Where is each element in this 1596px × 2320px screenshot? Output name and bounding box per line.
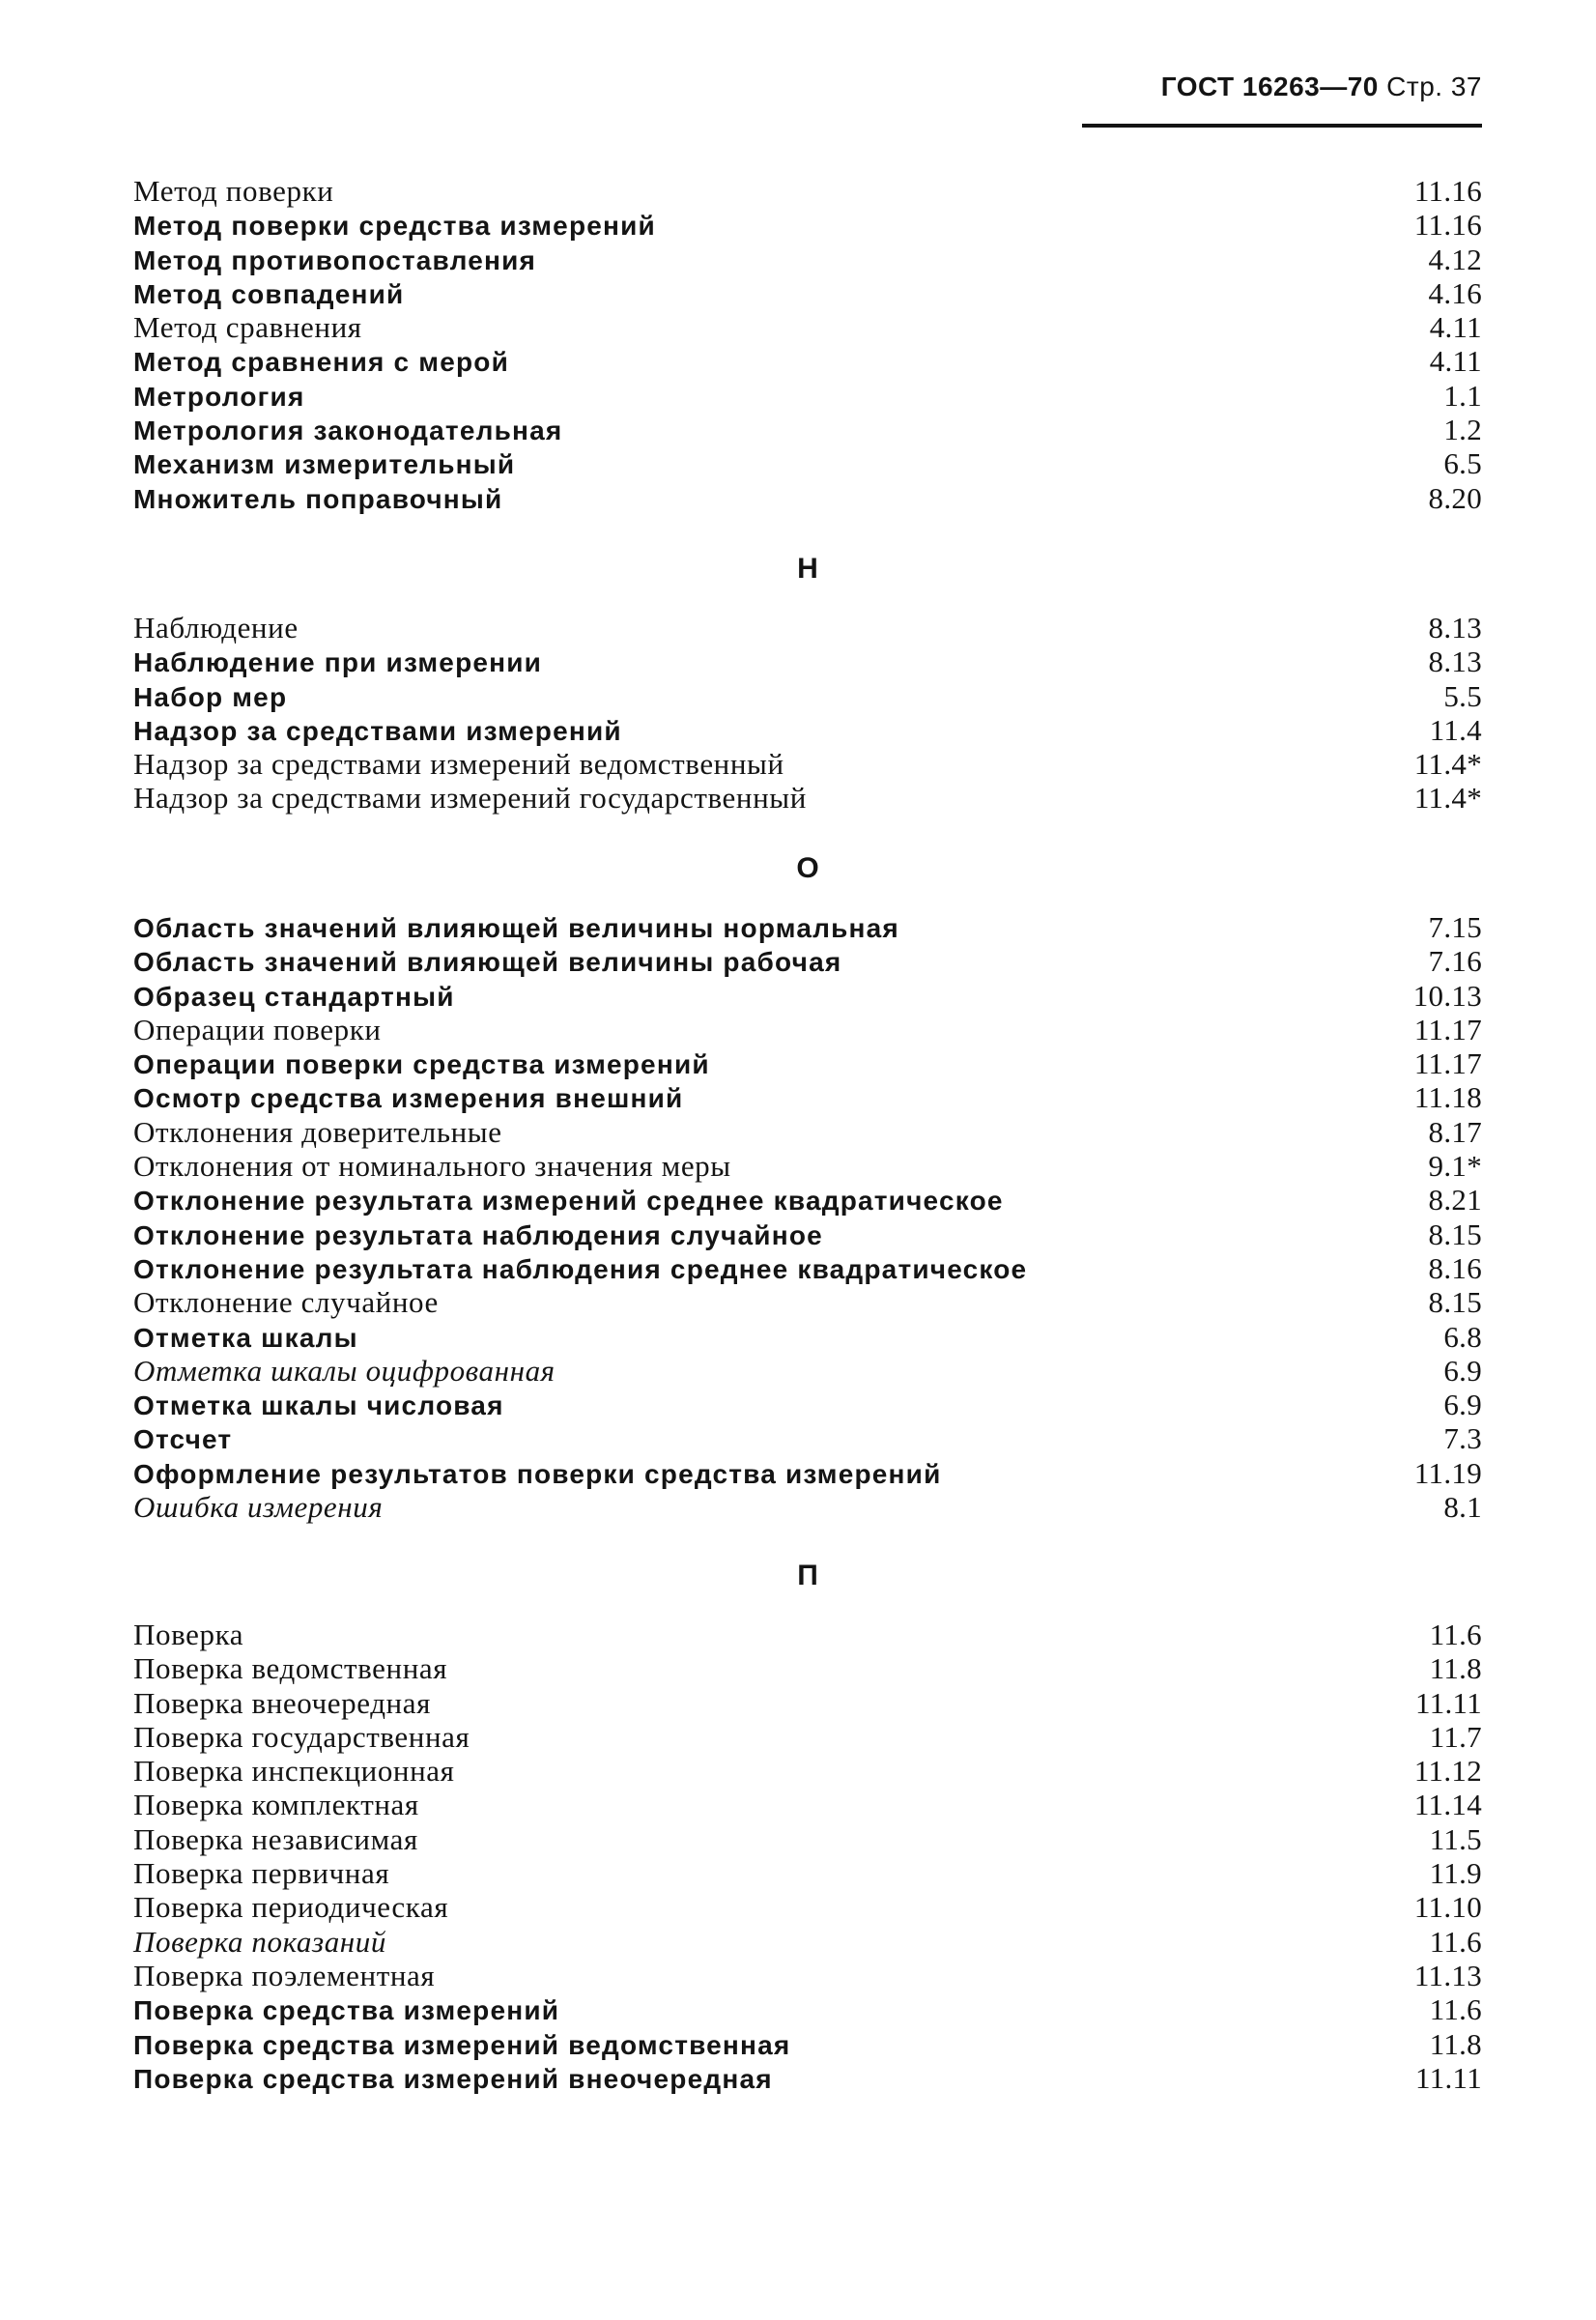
index-reference: 11.4 [1429, 712, 1482, 747]
index-entry [133, 446, 1482, 480]
index-entry [133, 713, 1482, 747]
index-entry [133, 1651, 1482, 1685]
index-reference: 8.21 [1428, 1183, 1482, 1217]
index-entry [133, 1080, 1482, 1114]
page-header [1082, 72, 1482, 128]
index-reference: 11.17 [1413, 1012, 1482, 1046]
index-entry [133, 1618, 1482, 1651]
index-reference: 11.6 [1429, 1992, 1482, 2027]
index-term: Надзор за средствами измерений [133, 715, 622, 746]
index-term: Отклонение результата наблюдения случайное [133, 1219, 823, 1250]
index-entry [133, 1890, 1482, 1924]
index-term: Метод поверки средства измерений [133, 211, 656, 242]
index-term: Метод противопоставления [133, 244, 537, 275]
index-entry [133, 379, 1482, 413]
index-entry [133, 1320, 1482, 1354]
index-entry [133, 781, 1482, 815]
index-entry [133, 1856, 1482, 1890]
index-entry [133, 1754, 1482, 1788]
index-entry [133, 1686, 1482, 1720]
index-reference: 11.14 [1413, 1788, 1482, 1822]
index-reference: 5.5 [1443, 678, 1482, 713]
index-entry [133, 413, 1482, 446]
index-reference: 8.16 [1428, 1250, 1482, 1285]
index-reference: 11.16 [1413, 208, 1482, 243]
index-reference: 6.9 [1443, 1388, 1482, 1422]
index-entry [133, 1046, 1482, 1080]
index-entry [133, 1421, 1482, 1455]
index-reference: 11.4* [1413, 747, 1482, 782]
index-entry [133, 1285, 1482, 1319]
index-reference: 11.11 [1415, 1685, 1482, 1720]
index-entry [133, 1925, 1482, 1959]
index-reference: 1.2 [1443, 413, 1482, 447]
index-reference: 8.13 [1428, 644, 1482, 679]
index-term: Надзор за средствами измерений государственный [133, 781, 807, 816]
index-term: Метод поверки [133, 174, 334, 208]
index-term: Механизм измерительный [133, 449, 516, 480]
index-term: Метрология [133, 381, 305, 412]
index-term: Поверка средства измерений ведомственная [133, 2029, 791, 2060]
index-entry [133, 1788, 1482, 1821]
index-reference: 8.15 [1428, 1217, 1482, 1251]
index-reference: 11.11 [1415, 2060, 1482, 2095]
index-reference: 1.1 [1443, 378, 1482, 413]
index-term: Отклонение результата наблюдения среднее квадратическое [133, 1253, 1028, 1284]
index-term: Отклонения от номинального значения меры [133, 1149, 731, 1184]
index-reference: 11.18 [1413, 1080, 1482, 1115]
index-term: Поверка периодическая [133, 1890, 449, 1925]
index-reference: 8.1 [1443, 1490, 1482, 1525]
index-reference: 11.4* [1413, 781, 1482, 816]
index-section-p [133, 1618, 1482, 2095]
index-term: Операции поверки [133, 1012, 382, 1046]
index-entry [133, 310, 1482, 344]
index-entry [133, 944, 1482, 978]
index-reference: 7.3 [1443, 1421, 1482, 1456]
index-term: Метрология законодательная [133, 415, 563, 446]
index-reference: 11.5 [1429, 1821, 1482, 1856]
index-section-n [133, 611, 1482, 816]
index-reference: 6.9 [1443, 1353, 1482, 1388]
index-reference: 8.15 [1428, 1285, 1482, 1320]
section-letter-p: П [797, 1560, 818, 1591]
index-term: Отклонение случайное [133, 1285, 439, 1320]
index-term: Отметка шкалы [133, 1322, 358, 1353]
index-reference: 11.9 [1429, 1856, 1482, 1891]
index-term: Область значений влияющей величины рабочая [133, 947, 842, 978]
index-entry [133, 1992, 1482, 2026]
index-reference: 4.11 [1429, 344, 1482, 379]
index-term: Надзор за средствами измерений ведомственный [133, 747, 784, 782]
index-term: Образец стандартный [133, 981, 455, 1012]
index-reference: 6.5 [1443, 446, 1482, 481]
index-term: Оформление результатов поверки средства измерений [133, 1458, 942, 1489]
index-entry [133, 1217, 1482, 1251]
index-term: Отметка шкалы числовая [133, 1390, 504, 1421]
index-reference: 8.13 [1428, 611, 1482, 644]
index-term: Поверка инспекционная [133, 1754, 455, 1789]
index-term: Поверка независимая [133, 1821, 418, 1856]
index-section-o [133, 910, 1482, 1524]
index-entry [133, 1149, 1482, 1183]
index-term: Поверка показаний [133, 1924, 386, 1959]
index-entry [133, 208, 1482, 242]
index-entry [133, 1490, 1482, 1524]
index-entry [133, 1354, 1482, 1388]
index-entry [133, 1115, 1482, 1149]
index-term: Наблюдение при измерении [133, 647, 543, 678]
index-term: Поверка первичная [133, 1856, 390, 1891]
index-reference: 11.7 [1429, 1719, 1482, 1754]
index-entry [133, 2061, 1482, 2095]
index-term: Поверка ведомственная [133, 1651, 448, 1686]
standard-number: ГОСТ 16263—70 [1160, 72, 1379, 101]
index-entry [133, 1456, 1482, 1490]
index-entry [133, 910, 1482, 944]
index-section-m [133, 174, 1482, 515]
index-term: Поверка внеочередная [133, 1685, 431, 1720]
index-reference: 9.1* [1428, 1149, 1482, 1184]
index-reference: 7.15 [1428, 910, 1482, 944]
index-term: Метод совпадений [133, 278, 405, 309]
index-term: Осмотр средства измерения внешний [133, 1083, 684, 1114]
index-entry [133, 644, 1482, 678]
index-entry [133, 1822, 1482, 1856]
index-entry [133, 174, 1482, 208]
index-term: Поверка [133, 1618, 244, 1651]
index-entry [133, 1388, 1482, 1421]
index-term: Набор мер [133, 681, 288, 712]
index-reference: 10.13 [1412, 978, 1482, 1013]
index-term: Отметка шкалы оцифрованная [133, 1353, 556, 1388]
index-term: Операции поверки средства измерений [133, 1049, 710, 1080]
index-reference: 11.8 [1429, 2026, 1482, 2061]
index-reference: 11.10 [1413, 1890, 1482, 1925]
index-term: Метод сравнения [133, 310, 362, 345]
index-term: Поверка комплектная [133, 1788, 419, 1822]
index-term: Отклонения доверительные [133, 1114, 502, 1149]
index-term: Поверка средства измерений [133, 1995, 560, 2026]
index-term: Область значений влияющей величины нормальная [133, 913, 899, 943]
index-reference: 6.8 [1443, 1319, 1482, 1354]
index-term: Поверка поэлементная [133, 1958, 436, 1992]
index-reference: 7.16 [1428, 944, 1482, 979]
index-entry [133, 243, 1482, 276]
index-reference: 11.17 [1413, 1046, 1482, 1081]
index-entry [133, 1013, 1482, 1046]
index-entry [133, 747, 1482, 781]
index-entry [133, 1959, 1482, 1992]
index-entry [133, 344, 1482, 378]
index-reference: 11.6 [1429, 1924, 1482, 1959]
section-letter-o: О [796, 852, 819, 884]
index-reference: 11.12 [1413, 1754, 1482, 1789]
index-term: Поверка средства измерений внеочередная [133, 2063, 773, 2094]
index-reference: 11.13 [1413, 1958, 1482, 1992]
index-term: Отсчет [133, 1424, 233, 1455]
index-reference: 11.16 [1413, 174, 1482, 208]
index-term: Наблюдение [133, 611, 299, 644]
index-entry [133, 276, 1482, 310]
index-entry [133, 1720, 1482, 1754]
index-entry [133, 2027, 1482, 2061]
index-reference: 11.6 [1429, 1618, 1482, 1651]
index-term: Ошибка измерения [133, 1490, 384, 1525]
index-term: Поверка государственная [133, 1719, 470, 1754]
index-reference: 11.8 [1429, 1651, 1482, 1686]
index-term: Метод сравнения с мерой [133, 347, 510, 378]
page-number: Стр. 37 [1386, 72, 1482, 101]
index-entry [133, 679, 1482, 713]
index-reference: 11.19 [1413, 1455, 1482, 1490]
index-reference: 4.12 [1428, 242, 1482, 276]
index-entry [133, 611, 1482, 644]
index-term: Отклонение результата измерений среднее квадратическое [133, 1186, 1004, 1217]
index-reference: 4.11 [1429, 310, 1482, 345]
index-reference: 8.20 [1428, 480, 1482, 515]
index-entry [133, 481, 1482, 515]
section-letter-n: Н [797, 553, 818, 585]
index-entry [133, 979, 1482, 1013]
index-reference: 4.16 [1428, 275, 1482, 310]
index-entry [133, 1251, 1482, 1285]
index-entry [133, 1183, 1482, 1217]
index-term: Множитель поправочный [133, 483, 503, 514]
index-reference: 8.17 [1428, 1114, 1482, 1149]
